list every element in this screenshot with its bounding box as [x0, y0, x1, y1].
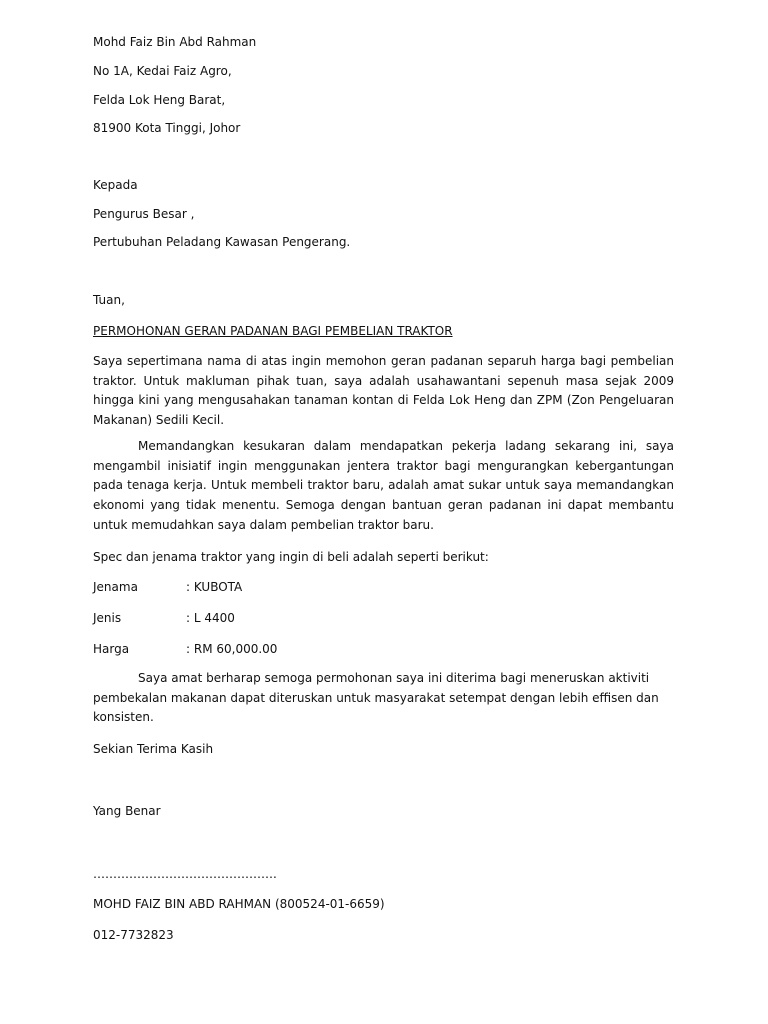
- signer-name: MOHD FAIZ BIN ABD RAHMAN (800524-01-6659): [93, 897, 385, 911]
- spec-value-type: : L 4400: [186, 611, 235, 625]
- sender-address-line2: Felda Lok Heng Barat,: [93, 93, 226, 107]
- spec-intro: Spec dan jenama traktor yang ingin di beli adalah seperti berikut:: [93, 550, 489, 564]
- recipient-to: Kepada: [93, 178, 138, 192]
- sender-name: Mohd Faiz Bin Abd Rahman: [93, 35, 257, 49]
- spec-value-price: : RM 60,000.00: [186, 642, 278, 656]
- spec-label-price: Harga: [93, 642, 130, 656]
- sender-address-line1: No 1A, Kedai Faiz Agro,: [93, 64, 232, 78]
- spec-value-brand: : KUBOTA: [186, 580, 243, 594]
- body-paragraph-3: Saya amat berharap semoga permohonan saya ini diterima bagi meneruskan aktiviti pembekalan makanan dapat diteruskan untuk masyarakat setempat dengan lebih effisen dan konsisten.: [93, 671, 659, 725]
- signature-line: ……………………………………….: [93, 867, 277, 881]
- body-paragraph-2: Memandangkan kesukaran dalam mendapatkan pekerja ladang sekarang ini, saya mengambil inisiatif ingin menggunakan jentera traktor bagi mengurangkan kebergantungan pada tenaga kerja. Untuk membeli traktor baru, adalah amat sukar untuk saya memandangkan ekonomi yang tidak menentu. Semoga dengan bantuan geran padanan ini dapat membantu untuk memudahkan saya dalam pembelian traktor baru.: [93, 439, 674, 532]
- closing-thanks: Sekian Terima Kasih: [93, 742, 214, 756]
- body-paragraph-1: Saya sepertimana nama di atas ingin memohon geran padanan separuh harga bagi pembelian traktor. Untuk makluman pihak tuan, saya adalah usahawantani sepenuh masa sejak 2009 hingga kini yang mengusahakan tanaman kontan di Felda Lok Heng dan ZPM (Zon Pengeluaran Makanan) Sedili Kecil.: [93, 354, 674, 428]
- spec-label-type: Jenis: [93, 611, 122, 625]
- sender-address-line3: 81900 Kota Tinggi, Johor: [93, 121, 241, 135]
- recipient-organisation: Pertubuhan Peladang Kawasan Pengerang.: [93, 235, 351, 249]
- letter-subject: PERMOHONAN GERAN PADANAN BAGI PEMBELIAN TRAKTOR: [93, 324, 453, 338]
- recipient-title: Pengurus Besar ,: [93, 207, 195, 221]
- spec-label-brand: Jenama: [93, 580, 138, 594]
- greeting: Tuan,: [93, 293, 125, 307]
- closing-sign-off: Yang Benar: [93, 804, 161, 818]
- signer-phone: 012-7732823: [93, 928, 174, 942]
